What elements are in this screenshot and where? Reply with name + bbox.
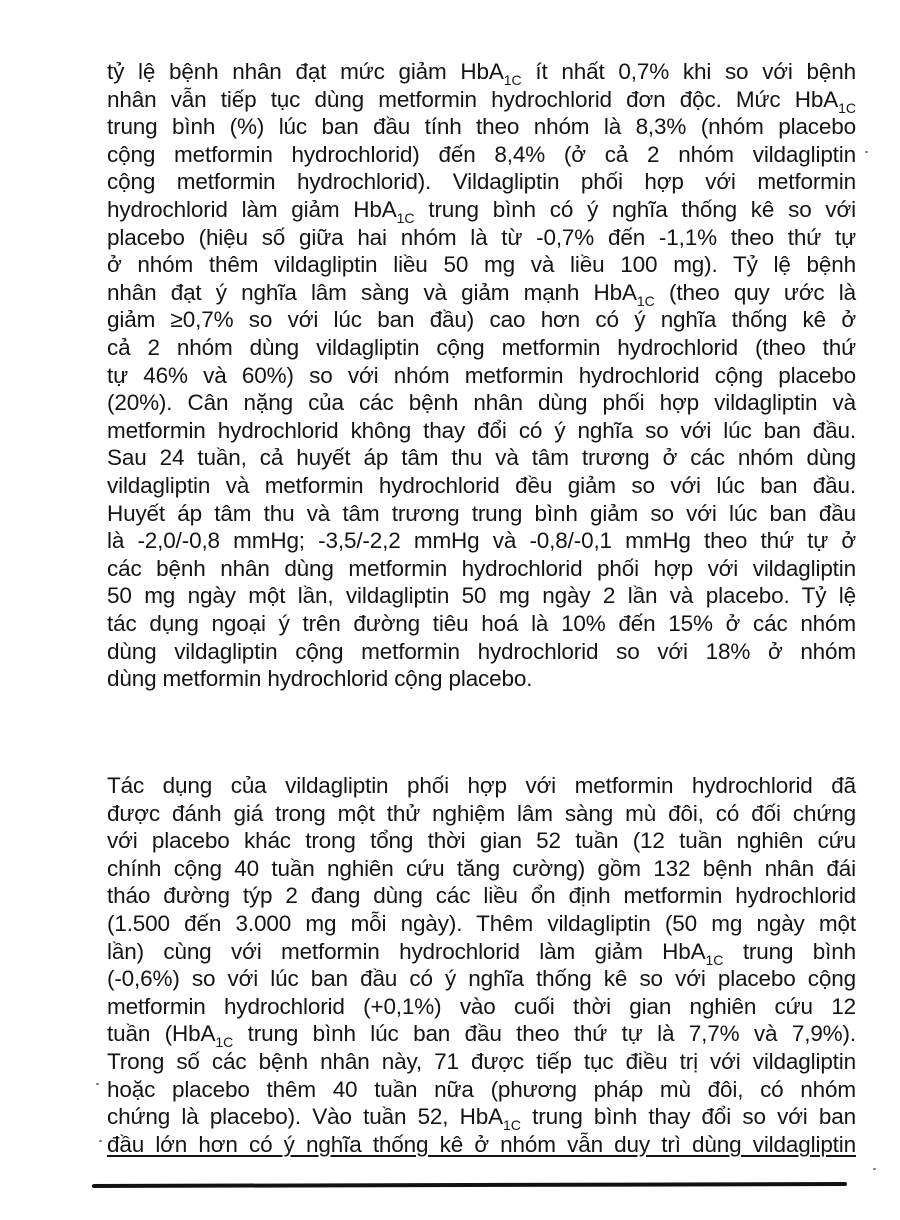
subscript: 1C bbox=[636, 292, 655, 309]
text-run: dùng metformin hydrochlorid cộng placebo. bbox=[107, 666, 533, 692]
text-run: với placebo khác trong tổng thời gian 52 tuần (12 tuần nghiên cứu bbox=[107, 828, 856, 854]
text-line bbox=[107, 1020, 856, 1051]
text-run: chứng là placebo). Vào tuần 52, HbA bbox=[107, 1104, 503, 1130]
text-line bbox=[107, 827, 856, 855]
text-line bbox=[107, 444, 856, 472]
text-line bbox=[107, 582, 856, 610]
subscript: 1C bbox=[705, 951, 724, 968]
text-line bbox=[107, 417, 856, 445]
text-line bbox=[107, 168, 856, 196]
text-run: hoặc placebo thêm 40 tuần nữa (phương pháp mù đôi, có nhóm bbox=[107, 1076, 856, 1102]
subscript: 1C bbox=[396, 210, 415, 226]
text-run: vildagliptin và metformin hydrochlorid đều giảm so với lúc ban đầu. bbox=[107, 473, 856, 498]
text-line bbox=[107, 500, 856, 528]
text-run: lần) cùng với metformin hydrochlorid làm giảm HbA bbox=[107, 938, 706, 964]
text-run: được đánh giá trong một thử nghiệm lâm sàng mù đôi, có đối chứng bbox=[107, 800, 856, 826]
subscript: 1C bbox=[502, 1117, 521, 1134]
text-run: nhân vẫn tiếp tục dùng metformin hydrochlorid đơn độc. Mức HbA bbox=[107, 86, 839, 112]
text-line bbox=[107, 555, 856, 583]
text-run: là -2,0/-0,8 mmHg; -3,5/-2,2 mmHg và -0,8/-0,1 mmHg theo thứ tự ở bbox=[107, 528, 856, 554]
text-line bbox=[107, 665, 856, 693]
text-run: Tác dụng của vildagliptin phối hợp với metformin hydrochlorid đã bbox=[107, 773, 856, 798]
text-line bbox=[107, 362, 856, 390]
text-line bbox=[107, 800, 856, 828]
text-line bbox=[107, 882, 856, 910]
text-run: ít nhất 0,7% khi so với bệnh bbox=[521, 59, 856, 84]
scan-speck bbox=[873, 1168, 876, 1170]
text-line bbox=[107, 993, 856, 1021]
text-run: Sau 24 tuần, cả huyết áp tâm thu và tâm trương ở các nhóm dùng bbox=[107, 445, 856, 471]
subscript: 1C bbox=[838, 99, 856, 116]
text-run: hydrochlorid làm giảm HbA bbox=[107, 197, 397, 222]
text-line bbox=[107, 1131, 856, 1159]
text-run: cộng metformin hydrochlorid) đến 8,4% (ở cả 2 nhóm vildagliptin bbox=[107, 141, 856, 167]
text-line bbox=[107, 279, 856, 307]
text-line bbox=[107, 334, 856, 362]
text-run: (-0,6%) so với lúc ban đầu có ý nghĩa thống kê so với placebo cộng bbox=[107, 966, 856, 992]
subscript: 1C bbox=[503, 72, 522, 88]
text-line bbox=[107, 965, 856, 993]
text-run: chính cộng 40 tuần nghiên cứu tăng cường) gồm 132 bệnh nhân đái bbox=[107, 855, 856, 881]
text-run: dùng vildagliptin cộng metformin hydrochlorid so với 18% ở nhóm bbox=[107, 638, 856, 664]
text-line bbox=[107, 196, 856, 224]
text-line bbox=[107, 58, 856, 86]
text-line bbox=[107, 86, 856, 114]
text-run: tỷ lệ bệnh nhân đạt mức giảm HbA bbox=[107, 59, 504, 84]
text-run: metformin hydrochlorid không thay đổi có ý nghĩa so với lúc ban đầu. bbox=[107, 417, 856, 443]
text-line bbox=[107, 472, 856, 500]
text-line bbox=[107, 141, 856, 169]
text-line bbox=[107, 610, 856, 638]
scan-speck bbox=[99, 1140, 102, 1142]
text-run: các bệnh nhân dùng metformin hydrochlorid phối hợp với vildagliptin bbox=[107, 555, 856, 581]
text-run: 50 mg ngày một lần, vildagliptin 50 mg ngày 2 lần và placebo. Tỷ lệ bbox=[107, 583, 856, 609]
text-run: Huyết áp tâm thu và tâm trương trung bình giảm so với lúc ban đầu bbox=[107, 500, 856, 526]
text-line bbox=[107, 113, 856, 141]
text-run: (20%). Cân nặng của các bệnh nhân dùng phối hợp vildagliptin và bbox=[107, 390, 856, 416]
text-line bbox=[107, 251, 856, 279]
text-run: tự 46% và 60%) so với nhóm metformin hydrochlorid cộng placebo bbox=[107, 362, 856, 388]
text-run: đầu lớn hơn có ý nghĩa thống kê ở nhóm vẫn duy trì dùng vildagliptin bbox=[107, 1131, 856, 1157]
text-run: trung bình có ý nghĩa thống kê so với bbox=[414, 197, 856, 222]
text-run: (theo quy ước là bbox=[654, 279, 856, 305]
text-run: ở nhóm thêm vildagliptin liều 50 mg và liều 100 mg). Tỷ lệ bệnh bbox=[107, 252, 856, 278]
text-line bbox=[107, 855, 856, 883]
text-run: trung bình thay đổi so với ban bbox=[520, 1104, 857, 1130]
text-line bbox=[107, 224, 856, 252]
handwritten-underline bbox=[92, 1182, 847, 1188]
text-run: nhân đạt ý nghĩa lâm sàng và giảm mạnh HbA bbox=[107, 279, 637, 305]
text-line bbox=[107, 772, 856, 800]
text-line bbox=[107, 938, 856, 966]
text-line bbox=[107, 910, 856, 938]
text-line bbox=[107, 389, 856, 417]
text-run: metformin hydrochlorid (+0,1%) vào cuối thời gian nghiên cứu 12 bbox=[107, 993, 856, 1019]
text-run: cả 2 nhóm dùng vildagliptin cộng metformin hydrochlorid (theo thứ bbox=[107, 335, 856, 360]
scan-speck bbox=[865, 151, 868, 153]
text-run: (1.500 đến 3.000 mg mỗi ngày). Thêm vildagliptin (50 mg ngày một bbox=[107, 911, 856, 936]
text-run: tháo đường týp 2 đang dùng các liều ổn định metformin hydrochlorid bbox=[107, 883, 856, 909]
text-line bbox=[107, 1076, 856, 1104]
scan-speck bbox=[96, 1083, 99, 1085]
text-line bbox=[107, 527, 856, 555]
text-run: giảm ≥0,7% so với lúc ban đầu) cao hơn có ý nghĩa thống kê ở bbox=[107, 307, 856, 333]
text-run: trung bình bbox=[723, 938, 856, 964]
text-run: trung bình (%) lúc ban đầu tính theo nhóm là 8,3% (nhóm placebo bbox=[107, 114, 856, 140]
text-run: Trong số các bệnh nhân này, 71 được tiếp tục điều trị với vildagliptin bbox=[107, 1049, 856, 1074]
text-line bbox=[107, 638, 856, 666]
subscript: 1C bbox=[215, 1034, 234, 1051]
text-line bbox=[107, 1048, 856, 1076]
text-line bbox=[107, 306, 856, 334]
text-run: tác dụng ngoại ý trên đường tiêu hoá là 10% đến 15% ở các nhóm bbox=[107, 611, 856, 636]
text-run: cộng metformin hydrochlorid). Vildagliptin phối hợp với metformin bbox=[107, 169, 856, 195]
text-run: trung bình lúc ban đầu theo thứ tự là 7,7% và 7,9%). bbox=[233, 1021, 856, 1047]
text-run: tuần (HbA bbox=[107, 1021, 216, 1047]
text-line bbox=[107, 1103, 857, 1134]
text-run: placebo (hiệu số giữa hai nhóm là từ -0,7% đến -1,1% theo thứ tự bbox=[107, 224, 856, 250]
